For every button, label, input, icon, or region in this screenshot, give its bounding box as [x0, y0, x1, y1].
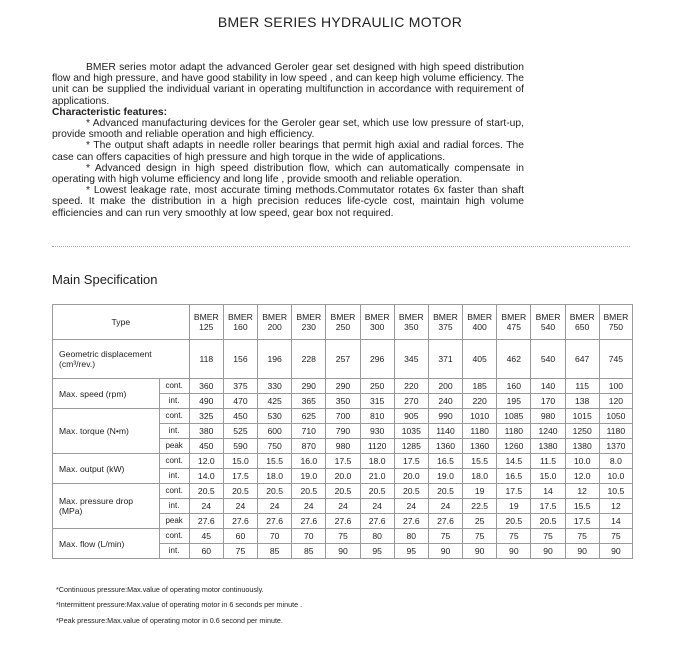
feature-item: * Advanced design in high speed distribution flow, which can automatically compensate in operating with high volume efficiency and long life , provide smooth and reliable operation. — [52, 162, 524, 186]
table-cell: 156 — [223, 340, 257, 379]
table-cell: 15.5 — [565, 499, 599, 514]
model-header: BMER 230 — [292, 305, 326, 340]
table-cell: 700 — [326, 409, 360, 424]
intro-text — [52, 62, 524, 219]
table-cell: 365 — [292, 394, 326, 409]
table-cell: 1360 — [463, 439, 497, 454]
table-row — [53, 454, 633, 469]
table-cell: 15.0 — [531, 469, 565, 484]
table-cell: 1010 — [463, 409, 497, 424]
table-cell: 1360 — [428, 439, 462, 454]
table-cell: 470 — [223, 394, 257, 409]
table-cell: 60 — [189, 544, 223, 559]
table-row — [53, 529, 633, 544]
table-cell: 21.0 — [360, 469, 394, 484]
table-cell: 330 — [258, 379, 292, 394]
table-cell: 350 — [326, 394, 360, 409]
table-cell: 15.0 — [223, 454, 257, 469]
table-cell: 810 — [360, 409, 394, 424]
table-cell: 90 — [428, 544, 462, 559]
table-cell: 196 — [258, 340, 292, 379]
table-cell: 228 — [292, 340, 326, 379]
table-cell: 24 — [189, 499, 223, 514]
table-row — [53, 409, 633, 424]
table-cell: 27.6 — [258, 514, 292, 529]
table-cell: 750 — [258, 439, 292, 454]
feature-item: * The output shaft adapts in needle roller bearings that permit high axial and radial forces. The case can offers capacities of high pressure and high torque in the wide of applications. — [52, 140, 524, 163]
table-cell: 100 — [599, 379, 632, 394]
table-cell: 20.5 — [531, 514, 565, 529]
table-cell: 19.0 — [292, 469, 326, 484]
table-cell: 15.5 — [463, 454, 497, 469]
table-cell: 380 — [189, 424, 223, 439]
table-cell: 345 — [394, 340, 428, 379]
table-cell: 290 — [292, 379, 326, 394]
sub-label: int. — [159, 544, 189, 559]
table-cell: 160 — [497, 379, 531, 394]
table-cell: 462 — [497, 340, 531, 379]
table-cell: 75 — [565, 529, 599, 544]
table-cell: 240 — [428, 394, 462, 409]
table-cell: 27.6 — [292, 514, 326, 529]
table-cell: 24 — [223, 499, 257, 514]
displacement-row — [53, 340, 633, 379]
group-label: Max. torque (N•m) — [53, 409, 160, 454]
table-cell: 14.0 — [189, 469, 223, 484]
table-cell: 90 — [565, 544, 599, 559]
table-cell: 325 — [189, 409, 223, 424]
table-cell: 27.6 — [189, 514, 223, 529]
table-cell: 140 — [531, 379, 565, 394]
table-cell: 25 — [463, 514, 497, 529]
table-cell: 12 — [565, 484, 599, 499]
table-cell: 20.5 — [223, 484, 257, 499]
table-cell: 16.5 — [497, 469, 531, 484]
table-cell: 18.0 — [258, 469, 292, 484]
table-cell: 16.0 — [292, 454, 326, 469]
model-header: BMER 250 — [326, 305, 360, 340]
group-label: Max. flow (L/min) — [53, 529, 160, 559]
table-cell: 170 — [531, 394, 565, 409]
sub-label: cont. — [159, 454, 189, 469]
table-cell: 20.0 — [326, 469, 360, 484]
table-cell: 138 — [565, 394, 599, 409]
table-cell: 90 — [326, 544, 360, 559]
table-cell: 11.5 — [531, 454, 565, 469]
table-cell: 250 — [360, 379, 394, 394]
feature-item: * Lowest leakage rate, most accurate timing methods.Commutator rotates 6x faster than shaft speed. It make the distribution in a high precision reduces life-cycle cost, maintain high volume efficiencies and can run very smoothly at low speed, gear box not required. — [52, 185, 524, 219]
table-cell: 27.6 — [326, 514, 360, 529]
table-cell: 75 — [497, 529, 531, 544]
table-cell: 1050 — [599, 409, 632, 424]
divider — [52, 246, 630, 247]
table-cell: 90 — [599, 544, 632, 559]
table-cell: 10.0 — [565, 454, 599, 469]
footnote: *Intermittent pressure:Max.value of operating motor in 6 seconds per minute . — [56, 600, 303, 610]
table-cell: 625 — [292, 409, 326, 424]
table-cell: 17.5 — [394, 454, 428, 469]
type-header: Type — [53, 305, 190, 340]
table-cell: 1260 — [497, 439, 531, 454]
spec-table — [52, 304, 633, 559]
table-cell: 90 — [497, 544, 531, 559]
table-cell: 450 — [223, 409, 257, 424]
footnote: *Continuous pressure:Max.value of operating motor continuously. — [56, 585, 264, 594]
sub-label: int. — [159, 499, 189, 514]
table-cell: 18.0 — [463, 469, 497, 484]
table-cell: 12.0 — [189, 454, 223, 469]
table-cell: 27.6 — [223, 514, 257, 529]
table-cell: 27.6 — [428, 514, 462, 529]
table-cell: 930 — [360, 424, 394, 439]
table-cell: 530 — [258, 409, 292, 424]
table-cell: 19 — [463, 484, 497, 499]
table-cell: 17.5 — [497, 484, 531, 499]
table-cell: 118 — [189, 340, 223, 379]
table-cell: 14 — [599, 514, 632, 529]
table-cell: 70 — [258, 529, 292, 544]
table-cell: 185 — [463, 379, 497, 394]
table-cell: 16.5 — [428, 454, 462, 469]
table-cell: 24 — [360, 499, 394, 514]
table-cell: 1380 — [565, 439, 599, 454]
table-cell: 24 — [292, 499, 326, 514]
table-cell: 375 — [223, 379, 257, 394]
table-cell: 647 — [565, 340, 599, 379]
table-cell: 120 — [599, 394, 632, 409]
page-title: BMER SERIES HYDRAULIC MOTOR — [217, 14, 463, 30]
table-cell: 980 — [326, 439, 360, 454]
table-cell: 20.5 — [497, 514, 531, 529]
table-cell: 600 — [258, 424, 292, 439]
table-cell: 20.5 — [326, 484, 360, 499]
table-cell: 525 — [223, 424, 257, 439]
model-header: BMER 300 — [360, 305, 394, 340]
table-cell: 200 — [428, 379, 462, 394]
table-cell: 19 — [497, 499, 531, 514]
header-row — [53, 305, 633, 340]
sub-label: peak — [159, 514, 189, 529]
table-cell: 290 — [326, 379, 360, 394]
table-cell: 90 — [463, 544, 497, 559]
table-cell: 990 — [428, 409, 462, 424]
table-cell: 980 — [531, 409, 565, 424]
group-label: Max. output (kW) — [53, 454, 160, 484]
table-cell: 1180 — [497, 424, 531, 439]
displacement-label: Geometric displacement (cm³/rev.) — [53, 340, 190, 379]
table-row — [53, 484, 633, 499]
table-cell: 20.5 — [258, 484, 292, 499]
table-cell: 14.5 — [497, 454, 531, 469]
features-heading: Characteristic features: — [52, 106, 168, 118]
table-cell: 24 — [326, 499, 360, 514]
table-cell: 18.0 — [360, 454, 394, 469]
table-cell: 75 — [599, 529, 632, 544]
table-cell: 220 — [394, 379, 428, 394]
table-cell: 360 — [189, 379, 223, 394]
group-label: Max. pressure drop (MPa) — [53, 484, 160, 529]
model-header: BMER 200 — [258, 305, 292, 340]
table-cell: 85 — [258, 544, 292, 559]
table-cell: 20.0 — [394, 469, 428, 484]
table-cell: 95 — [360, 544, 394, 559]
table-cell: 490 — [189, 394, 223, 409]
table-cell: 1370 — [599, 439, 632, 454]
feature-item: * Advanced manufacturing devices for the Geroler gear set, which use low pressure of start-up, provide smooth and reliable operation and high efficiency. — [52, 118, 524, 141]
table-cell: 1285 — [394, 439, 428, 454]
model-header: BMER 750 — [599, 305, 632, 340]
table-cell: 17.5 — [531, 499, 565, 514]
table-cell: 10.5 — [599, 484, 632, 499]
table-cell: 790 — [326, 424, 360, 439]
table-cell: 1035 — [394, 424, 428, 439]
model-header: BMER 400 — [463, 305, 497, 340]
table-cell: 14 — [531, 484, 565, 499]
table-cell: 425 — [258, 394, 292, 409]
sub-label: int. — [159, 424, 189, 439]
table-cell: 315 — [360, 394, 394, 409]
table-cell: 15.5 — [258, 454, 292, 469]
table-cell: 710 — [292, 424, 326, 439]
table-cell: 24 — [394, 499, 428, 514]
table-cell: 24 — [428, 499, 462, 514]
model-header: BMER 650 — [565, 305, 599, 340]
table-cell: 870 — [292, 439, 326, 454]
table-cell: 1180 — [599, 424, 632, 439]
table-cell: 12.0 — [565, 469, 599, 484]
model-header: BMER 350 — [394, 305, 428, 340]
table-cell: 80 — [394, 529, 428, 544]
table-cell: 1180 — [463, 424, 497, 439]
table-cell: 220 — [463, 394, 497, 409]
table-cell: 19.0 — [428, 469, 462, 484]
table-cell: 8.0 — [599, 454, 632, 469]
table-cell: 70 — [292, 529, 326, 544]
table-cell: 1380 — [531, 439, 565, 454]
table-cell: 85 — [292, 544, 326, 559]
model-header: BMER 540 — [531, 305, 565, 340]
sub-label: int. — [159, 469, 189, 484]
table-cell: 17.5 — [223, 469, 257, 484]
table-cell: 195 — [497, 394, 531, 409]
model-header: BMER 160 — [223, 305, 257, 340]
table-cell: 405 — [463, 340, 497, 379]
table-cell: 24 — [258, 499, 292, 514]
table-cell: 745 — [599, 340, 632, 379]
intro-paragraph: BMER series motor adapt the advanced Geroler gear set designed with high speed distribution flow and high pressure, and have good stability in low speed , and can keep high volume efficiency. The unit can be supplied the individual variant in operating multifunction in accordance with requirement of applications. — [52, 62, 524, 107]
table-cell: 371 — [428, 340, 462, 379]
model-header: BMER 375 — [428, 305, 462, 340]
table-cell: 540 — [531, 340, 565, 379]
table-cell: 22.5 — [463, 499, 497, 514]
table-cell: 12 — [599, 499, 632, 514]
table-cell: 45 — [189, 529, 223, 544]
table-row — [53, 379, 633, 394]
table-cell: 17.5 — [565, 514, 599, 529]
table-cell: 75 — [463, 529, 497, 544]
table-cell: 95 — [394, 544, 428, 559]
table-cell: 27.6 — [394, 514, 428, 529]
table-cell: 257 — [326, 340, 360, 379]
table-cell: 270 — [394, 394, 428, 409]
table-cell: 905 — [394, 409, 428, 424]
table-cell: 27.6 — [360, 514, 394, 529]
sub-label: cont. — [159, 484, 189, 499]
footnote: *Peak pressure:Max.value of operating motor in 0.6 second per minute. — [56, 615, 283, 625]
sub-label: cont. — [159, 409, 189, 424]
table-cell: 17.5 — [326, 454, 360, 469]
table-cell: 590 — [223, 439, 257, 454]
footnotes — [56, 585, 302, 631]
table-cell: 90 — [531, 544, 565, 559]
table-cell: 60 — [223, 529, 257, 544]
table-cell: 1120 — [360, 439, 394, 454]
table-cell: 20.5 — [428, 484, 462, 499]
table-cell: 20.5 — [189, 484, 223, 499]
sub-label: cont. — [159, 529, 189, 544]
table-cell: 75 — [326, 529, 360, 544]
table-cell: 75 — [531, 529, 565, 544]
table-cell: 1140 — [428, 424, 462, 439]
sub-label: peak — [159, 439, 189, 454]
table-cell: 1085 — [497, 409, 531, 424]
table-cell: 1250 — [565, 424, 599, 439]
table-cell: 1240 — [531, 424, 565, 439]
model-header: BMER 475 — [497, 305, 531, 340]
table-cell: 20.5 — [360, 484, 394, 499]
sub-label: cont. — [159, 379, 189, 394]
table-cell: 75 — [428, 529, 462, 544]
table-cell: 80 — [360, 529, 394, 544]
table-cell: 296 — [360, 340, 394, 379]
table-cell: 115 — [565, 379, 599, 394]
table-cell: 450 — [189, 439, 223, 454]
table-cell: 10.0 — [599, 469, 632, 484]
table-cell: 75 — [223, 544, 257, 559]
model-header: BMER 125 — [189, 305, 223, 340]
section-title: Main Specification — [52, 272, 158, 287]
table-cell: 1015 — [565, 409, 599, 424]
sub-label: int. — [159, 394, 189, 409]
table-cell: 20.5 — [292, 484, 326, 499]
table-cell: 20.5 — [394, 484, 428, 499]
group-label: Max. speed (rpm) — [53, 379, 160, 409]
